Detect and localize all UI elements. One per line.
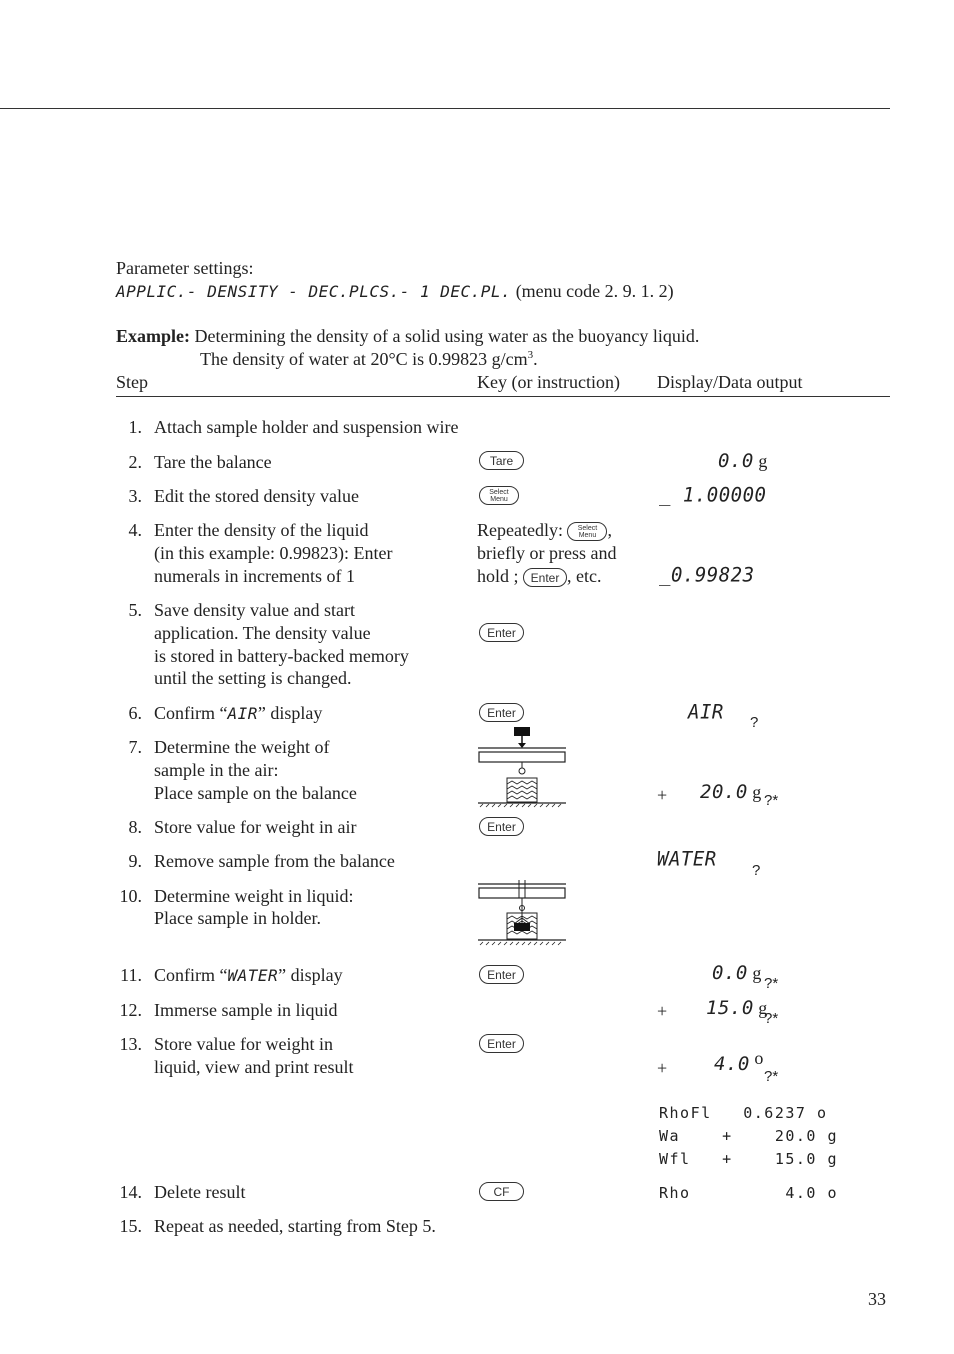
step-text: Save density value and start <box>154 600 355 620</box>
step-number: 1. <box>128 417 142 437</box>
printout-line: Rho 4.0 o <box>659 1184 839 1202</box>
step-text: Determine weight in liquid: <box>154 886 354 906</box>
enter-key[interactable]: Enter <box>479 703 524 722</box>
printout-line: Wa + 20.0 g <box>659 1127 839 1145</box>
display-sign: + <box>657 1001 668 1021</box>
param-label: Parameter settings: <box>116 258 254 278</box>
display-unit: g <box>752 963 762 983</box>
balance-sample-in-liquid-illustration <box>476 880 568 946</box>
col-key: Key (or instruction) <box>477 372 620 392</box>
enter-key[interactable]: Enter <box>479 965 524 984</box>
instruction-line <box>477 566 602 587</box>
step-number: 15. <box>119 1216 142 1236</box>
display-value <box>712 962 761 984</box>
step-number: 5. <box>128 600 142 620</box>
stability-mark: ? <box>750 714 759 731</box>
display-unit: o <box>754 1048 764 1068</box>
step-text: Determine the weight of <box>154 737 330 757</box>
col-step: Step <box>116 372 149 392</box>
step-text <box>154 965 343 986</box>
example-end: . <box>533 349 538 369</box>
param-line <box>116 281 674 302</box>
lcd-readout: 4.0 <box>714 1053 750 1075</box>
instruction-text: briefly or press and <box>477 543 617 563</box>
step-text: Enter the density of the liquid <box>154 520 369 540</box>
menu-code: (menu code 2. 9. 1. 2) <box>515 281 674 301</box>
step-number: 14. <box>119 1182 142 1202</box>
step-number: 6. <box>128 703 142 723</box>
step-text: Attach sample holder and suspension wire <box>154 417 459 437</box>
display-unit: g <box>758 451 768 471</box>
step-text: Tare the balance <box>154 452 272 472</box>
lcd-readout: 15.0 <box>706 997 754 1019</box>
select-menu-key[interactable] <box>567 522 607 541</box>
instruction-text: Repeatedly: <box>477 520 563 540</box>
step-number: 13. <box>119 1034 142 1054</box>
text-fragment: Confirm “ <box>154 965 228 985</box>
printout-line: Wfl + 15.0 g <box>659 1150 839 1168</box>
key-label-bottom: Menu <box>490 495 508 503</box>
step-number: 10. <box>119 886 142 906</box>
example-sup: 3 <box>527 349 534 361</box>
step-text: Place sample on the balance <box>154 783 357 803</box>
col-display: Display/Data output <box>657 372 803 392</box>
step-number: 8. <box>128 817 142 837</box>
param-path: APPLIC.- DENSITY - DEC.PLCS.- 1 DEC.PL. <box>116 282 512 301</box>
step-text: Delete result <box>154 1182 246 1202</box>
display-unit: g <box>752 782 762 802</box>
step-text: application. The density value <box>154 623 371 643</box>
step-text: Store value for weight in <box>154 1034 333 1054</box>
lcd-inline: WATER <box>227 966 279 985</box>
stability-mark: ?* <box>764 792 779 809</box>
lcd-readout: 20.0 <box>700 781 748 803</box>
display-value <box>700 781 761 803</box>
step-text: liquid, view and print result <box>154 1057 354 1077</box>
tare-key[interactable]: Tare <box>479 451 524 470</box>
step-number: 11. <box>120 965 142 985</box>
text-fragment: ” display <box>278 965 343 985</box>
display-value <box>714 1048 764 1075</box>
select-menu-key[interactable] <box>479 486 519 505</box>
lcd-readout: WATER <box>657 847 717 871</box>
example-text-1: Determining the density of a solid using water as the buoyancy liquid. <box>194 326 700 346</box>
step-text: numerals in increments of 1 <box>154 566 355 586</box>
lcd-readout: 0.0 <box>718 450 754 472</box>
step-text: (in this example: 0.99823): Enter <box>154 543 393 563</box>
stability-mark: ? <box>752 862 761 879</box>
key-label-bottom: Menu <box>578 531 597 539</box>
step-text: Repeat as needed, starting from Step 5. <box>154 1216 436 1236</box>
header-rule <box>0 108 890 109</box>
stability-mark: ?* <box>764 975 779 992</box>
lcd-readout: _ 1.00000 <box>659 483 767 507</box>
instruction-text: , etc. <box>567 566 602 586</box>
enter-key[interactable]: Enter <box>523 568 567 587</box>
key-label-top: Select <box>489 488 509 496</box>
printout-line: RhoFl 0.6237 o <box>659 1104 828 1122</box>
step-text <box>154 703 322 724</box>
example-text-2: The density of water at 20°C is 0.99823 g/cm <box>200 349 528 369</box>
lcd-readout: 0.0 <box>712 962 748 984</box>
column-rule <box>116 396 890 397</box>
example-line-1 <box>116 326 699 347</box>
step-number: 12. <box>119 1000 142 1020</box>
text-fragment: ” display <box>257 703 323 723</box>
instruction-text: hold ; <box>477 566 519 586</box>
lcd-inline: AIR <box>227 704 258 723</box>
lcd-readout: AIR <box>688 700 724 724</box>
enter-key[interactable]: Enter <box>479 623 524 642</box>
example-label: Example: <box>116 326 190 346</box>
stability-mark: ?* <box>764 1010 779 1027</box>
step-number: 4. <box>128 520 142 540</box>
text-fragment: Confirm “ <box>154 703 228 723</box>
step-text: until the setting is changed. <box>154 668 352 688</box>
example-line-2 <box>200 349 538 370</box>
display-unit: g <box>758 998 768 1018</box>
step-text: is stored in battery-backed memory <box>154 646 409 666</box>
step-text: Place sample in holder. <box>154 908 321 928</box>
page-number: 33 <box>868 1289 886 1309</box>
lcd-readout: _0.99823 <box>659 563 755 587</box>
instruction-line <box>477 520 612 541</box>
display-value <box>706 997 767 1019</box>
step-number: 9. <box>128 851 142 871</box>
display-sign: + <box>657 1058 668 1078</box>
step-number: 7. <box>128 737 142 757</box>
enter-key[interactable]: Enter <box>479 817 524 836</box>
balance-sample-on-pan-illustration <box>476 726 568 808</box>
enter-key[interactable]: Enter <box>479 1034 524 1053</box>
step-number: 2. <box>128 452 142 472</box>
instruction-text: , <box>607 520 612 540</box>
cf-key[interactable]: CF <box>479 1182 524 1201</box>
step-text: Store value for weight in air <box>154 817 357 837</box>
display-value <box>718 450 767 472</box>
stability-mark: ?* <box>764 1068 779 1085</box>
step-text: sample in the air: <box>154 760 279 780</box>
step-text: Immerse sample in liquid <box>154 1000 338 1020</box>
display-sign: + <box>657 785 668 805</box>
step-text: Remove sample from the balance <box>154 851 395 871</box>
step-number: 3. <box>128 486 142 506</box>
key-label-top: Select <box>577 524 598 532</box>
step-text: Edit the stored density value <box>154 486 359 506</box>
